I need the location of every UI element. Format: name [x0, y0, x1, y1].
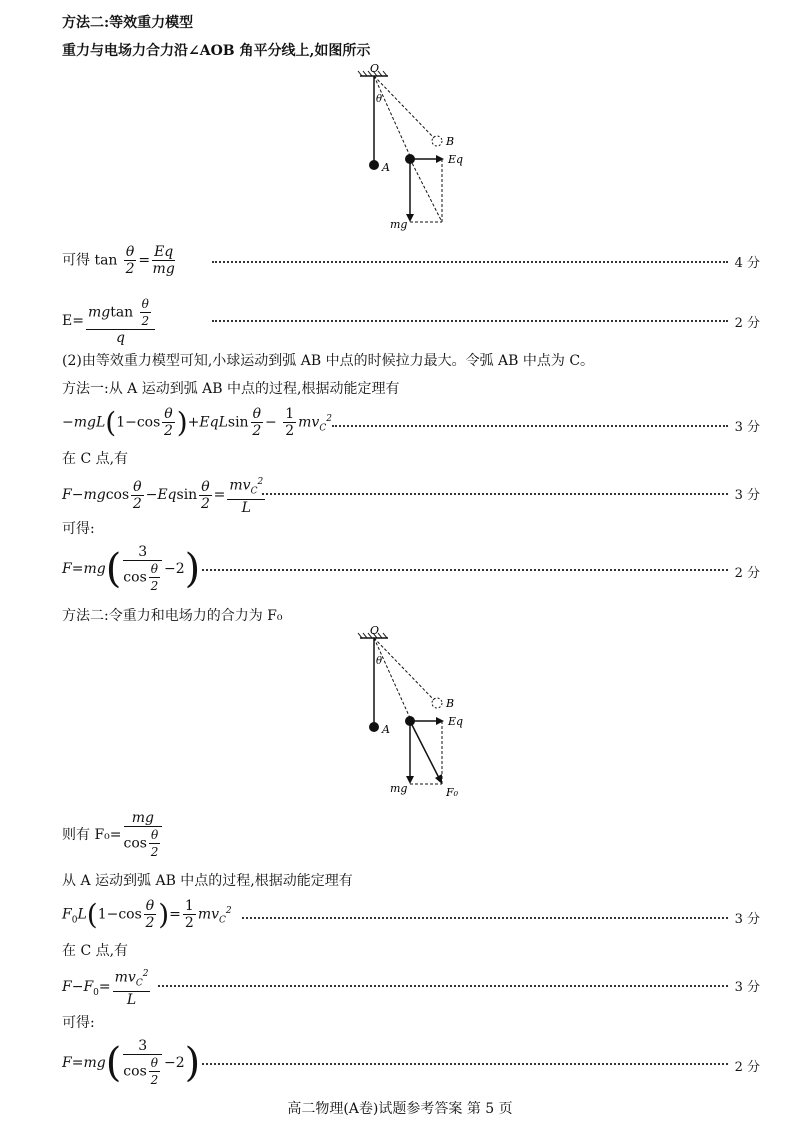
fig2-label-o: O [370, 626, 380, 637]
eq-e: E= mgtan $\frac{\theta}{2}$ q 2 分 [62, 297, 760, 346]
fig2-ball-a [369, 722, 379, 732]
fig2-label-mg: mg [390, 782, 408, 795]
score-6: 3 分 [734, 912, 760, 927]
eq-energy-1: −mgL(1−cos $\frac{\theta}{2}$ )+EqLsin $\frac{\theta}{2}$ − $\frac{1}{2}$ $mv_C^2$ 3 分 [62, 406, 760, 439]
figure-2 [350, 626, 480, 801]
score-4: 3 分 [734, 488, 760, 503]
eq-energy-2: $F_0L(1-\cos$ $\frac{\theta}{2}$ )= $\frac{1}{2}$ $mv_C^2$ 3 分 [62, 898, 760, 931]
figure-1 [350, 64, 480, 234]
eq-f0: 则有 F₀= mg cos $\frac{\theta}{2}$ [62, 806, 760, 862]
method2-title: 方法二:等效重力模型 [62, 15, 194, 31]
fig2-label-b: B [446, 697, 455, 710]
method2b-line: 方法二:令重力和电场力的合力为 F₀ [62, 608, 283, 624]
at-c-line-1: 在 C 点,有 [62, 451, 129, 467]
score-1: 4 分 [734, 256, 760, 271]
part2-line: (2)由等效重力模型可知,小球运动到弧 AB 中点的时候拉力最大。令弧 AB 中点为 C。 [62, 353, 595, 369]
fig2-label-a: A [382, 723, 390, 736]
score-7: 3 分 [734, 980, 760, 995]
fig1-ball-a [369, 160, 379, 170]
eq-force-2: $F-F_0=$ $\frac{mv_C^2}{L}$ 3 分 [62, 960, 760, 1010]
eq-force-1: F−mgcos $\frac{\theta}{2}$ −Eqsin $\frac{\theta}{2}$ = $\frac{mv_C^2}{L}$ 3 分 [62, 468, 760, 518]
score-2: 2 分 [734, 316, 760, 331]
from-a-line: 从 A 运动到弧 AB 中点的过程,根据动能定理有 [62, 873, 353, 889]
score-3: 3 分 [734, 420, 760, 435]
eq-result-1: F=mg( 3 cos $\frac{\theta}{2}$ −2) 2 分 [62, 544, 760, 593]
page-footer: 高二物理(A卷)试题参考答案 第 5 页 [287, 1101, 513, 1117]
fig2-label-f0: F₀ [446, 786, 459, 799]
fig1-label-o: O [370, 64, 380, 75]
fig2-theta: θ [376, 656, 383, 667]
fig1-theta: θ [376, 94, 383, 105]
intro-line: 重力与电场力合力沿∠AOB 角平分线上,如图所示 [62, 43, 371, 59]
fig1-label-b: B [446, 135, 455, 148]
fig1-label-a: A [382, 161, 390, 174]
eq-tan: 可得 tan $\frac{\theta}{2}$ = $\frac{Eq}{mg}$ 4 分 [62, 244, 760, 277]
fig1-label-eq: Eq [448, 153, 464, 166]
eq-result-2: F=mg( 3 cos $\frac{\theta}{2}$ −2) 2 分 [62, 1038, 760, 1087]
get-line-1: 可得: [62, 521, 95, 537]
at-c-line-2: 在 C 点,有 [62, 943, 129, 959]
score-5: 2 分 [734, 566, 760, 581]
score-8: 2 分 [734, 1060, 760, 1075]
get-line-2: 可得: [62, 1015, 95, 1031]
fig1-label-mg: mg [390, 218, 408, 231]
method1-line: 方法一:从 A 运动到弧 AB 中点的过程,根据动能定理有 [62, 381, 400, 397]
fig2-label-eq: Eq [448, 715, 464, 728]
